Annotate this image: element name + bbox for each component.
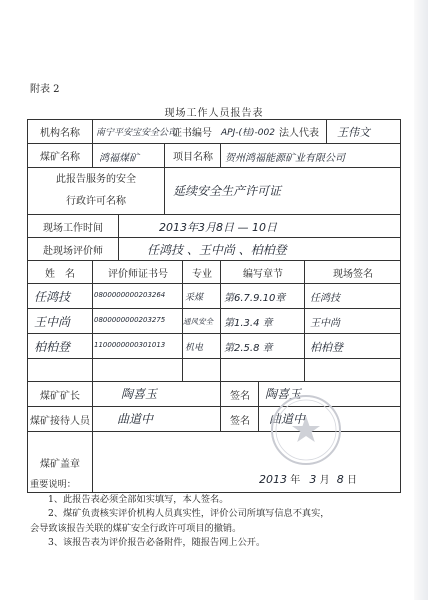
org-name-value: 南宁平安宝安全公司 [96, 128, 178, 138]
evaluator-signature: 任鸿技 [310, 293, 340, 304]
mine-head-label: 煤矿矿长 [40, 390, 80, 402]
table-row [28, 334, 400, 359]
receiver-label: 煤矿接待人员 [30, 415, 90, 427]
note-item-1: 1、此报告表必须全部如实填写，本人签名。 [48, 493, 229, 505]
evaluators-row [28, 238, 400, 261]
legal-rep-value: 王伟文 [337, 126, 370, 139]
mine-head-signature: 陶喜玉 [265, 387, 302, 401]
table-row [28, 284, 400, 309]
note-item-2-line-1: 2、煤矿负责核实评价机构人员真实性，评价公司所填写信息不真实， [48, 508, 330, 519]
evaluator-chapters: 第2.5.8 章 [224, 343, 273, 354]
note-item-3: 3、该报告表为评价报告必备附件，随报告网上公开。 [48, 537, 266, 548]
evaluator-name: 柏柏登 [34, 340, 71, 354]
appendix-label: 附表 2 [30, 84, 60, 95]
worktime-value: 2013年3月8日 — 10日 [159, 221, 277, 234]
cert-no-value: APJ-(桂)-002 [221, 128, 275, 138]
stamp-label: 煤矿盖章 [40, 458, 80, 470]
col-header-major: 专业 [182, 261, 221, 283]
col-header-chapters: 编写章节 [220, 261, 305, 283]
mine-row [28, 144, 400, 168]
receiver-signature: 曲道中 [269, 412, 306, 426]
blank-row [28, 359, 400, 382]
receiver-value: 曲道中 [117, 412, 154, 426]
mine-head-value: 陶喜玉 [121, 387, 158, 401]
date-year: 2013 [259, 473, 287, 486]
evaluator-major: 机电 [185, 343, 204, 353]
worktime-row [28, 215, 400, 238]
evaluators-value: 任鸿技 、王中尚 、柏柏登 [147, 243, 287, 257]
evaluator-major: 采煤 [185, 293, 204, 303]
receiver-sign-label: 签名 [220, 407, 259, 431]
project-name-value: 贺州鸿福能源矿业有限公司 [225, 153, 345, 164]
mine-name-label: 煤矿名称 [40, 152, 80, 163]
mine-name-value: 鸿福煤矿 [99, 153, 139, 164]
important-notes [30, 478, 402, 551]
date-month: 3 [309, 473, 317, 486]
date-month-char: 月 [319, 475, 330, 486]
evaluator-table-header [28, 261, 400, 284]
date-day: 8 [336, 473, 344, 486]
worktime-label: 现场工作时间 [43, 222, 103, 234]
official-seal-icon [266, 392, 346, 468]
service-label-line2: 行政许可名称 [66, 196, 126, 207]
date-day-char: 日 [346, 475, 357, 486]
mine-head-sign-label: 签名 [220, 382, 259, 406]
evaluator-chapters: 第1.3.4 章 [224, 318, 273, 329]
evaluator-cert: 1100000000301013 [94, 341, 166, 349]
evaluator-major: 通风安全 [183, 317, 213, 326]
col-header-cert: 评价师证书号 [92, 261, 183, 283]
page-title: 现场工作人员报告表 [164, 108, 264, 119]
table-row [28, 309, 400, 334]
evaluator-cert: 0800000000203264 [94, 291, 166, 299]
cert-no-label: 证书编号 [172, 128, 212, 139]
col-header-name: 姓 名 [45, 268, 75, 280]
legal-rep-label: 法人代表 [279, 128, 319, 139]
project-name-label: 项目名称 [164, 144, 221, 167]
evaluator-signature: 柏柏登 [310, 341, 343, 354]
evaluator-signature: 王中尚 [310, 318, 340, 329]
evaluator-cert: 0800000000203275 [94, 316, 166, 324]
org-name-label: 机构名称 [40, 128, 80, 139]
service-value: 延续安全生产许可证 [173, 184, 282, 198]
service-label [28, 168, 164, 214]
note-item-2-line-2: 会导致该报告关联的煤矿安全行政许可项目的撤销。 [30, 522, 242, 534]
notes-heading: 重要说明： [30, 479, 76, 490]
evaluator-chapters: 第6.7.9.10章 [224, 293, 286, 304]
evaluators-label: 赴现场评价师 [43, 245, 103, 257]
service-row [28, 168, 400, 215]
col-header-sign: 现场签名 [304, 261, 401, 283]
evaluator-name: 任鸿技 [34, 290, 71, 304]
service-label-line1: 此报告服务的安全 [56, 174, 136, 185]
org-row [28, 120, 400, 144]
date-year-char: 年 [290, 475, 301, 486]
evaluator-name: 王中尚 [34, 315, 71, 329]
